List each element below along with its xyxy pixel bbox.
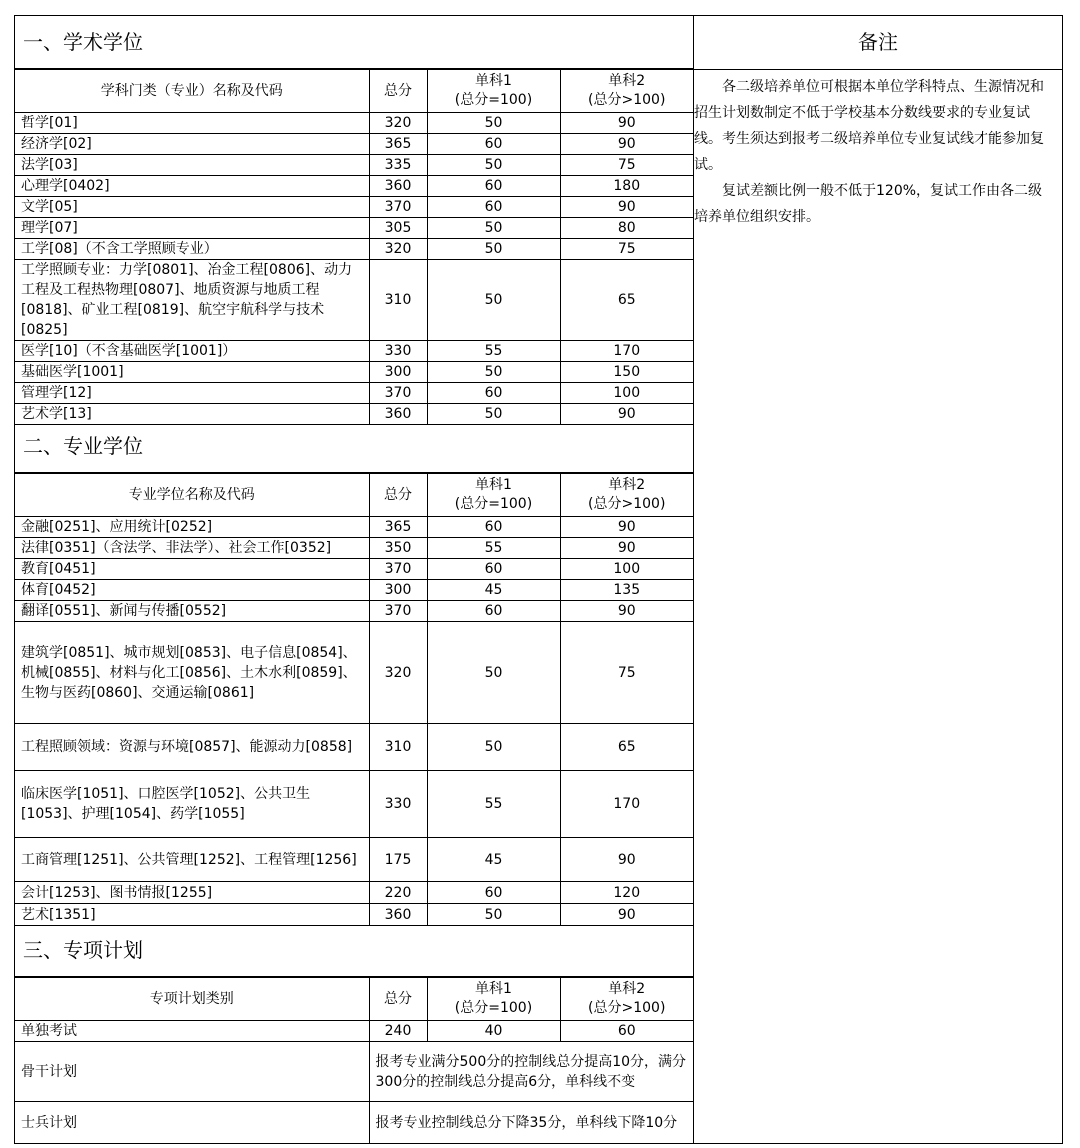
remarks-title: 备注 xyxy=(694,16,1062,70)
header-name: 学科门类（专业）名称及代码 xyxy=(15,70,369,113)
table-row xyxy=(15,559,693,580)
row-name: 单独考试 xyxy=(15,1021,369,1042)
table-row xyxy=(15,155,693,176)
row-total: 360 xyxy=(369,176,427,197)
row-subject2: 170 xyxy=(560,771,693,838)
row-subject2: 90 xyxy=(560,517,693,538)
table-row xyxy=(15,601,693,622)
row-subject1: 60 xyxy=(427,601,560,622)
row-name: 工商管理[1251]、公共管理[1252]、工程管理[1256] xyxy=(15,838,369,882)
row-total: 310 xyxy=(369,724,427,771)
header-subject2-note: (总分>100) xyxy=(588,496,666,512)
row-total: 370 xyxy=(369,559,427,580)
row-note: 报考专业满分500分的控制线总分提高10分，满分300分的控制线总分提高6分，单科线不变 xyxy=(369,1042,693,1102)
row-name: 教育[0451] xyxy=(15,559,369,580)
row-subject2: 90 xyxy=(560,838,693,882)
table-row xyxy=(15,113,693,134)
table-row xyxy=(15,622,693,724)
table-header-row xyxy=(15,70,693,113)
row-subject2: 180 xyxy=(560,176,693,197)
professional-degree-table xyxy=(15,473,693,926)
row-subject2: 90 xyxy=(560,134,693,155)
row-subject2: 80 xyxy=(560,218,693,239)
special-plan-table xyxy=(15,977,693,1144)
row-name: 临床医学[1051]、口腔医学[1052]、公共卫生[1053]、护理[1054]、药学[1055] xyxy=(15,771,369,838)
row-name: 艺术学[13] xyxy=(15,404,369,425)
header-subject1-label: 单科1 xyxy=(475,981,512,997)
table-row xyxy=(15,260,693,341)
table-row xyxy=(15,383,693,404)
row-subject1: 60 xyxy=(427,134,560,155)
row-total: 360 xyxy=(369,404,427,425)
row-total: 335 xyxy=(369,155,427,176)
row-subject1: 60 xyxy=(427,517,560,538)
row-subject1: 50 xyxy=(427,260,560,341)
row-subject2: 100 xyxy=(560,383,693,404)
score-tables-column xyxy=(15,16,694,1143)
row-subject1: 55 xyxy=(427,538,560,559)
row-subject1: 50 xyxy=(427,239,560,260)
header-subject2 xyxy=(560,978,693,1021)
row-subject2: 90 xyxy=(560,904,693,926)
row-subject1: 40 xyxy=(427,1021,560,1042)
table-row xyxy=(15,134,693,155)
row-subject1: 45 xyxy=(427,838,560,882)
row-name: 体育[0452] xyxy=(15,580,369,601)
row-note: 报考专业控制线总分下降35分，单科线下降10分 xyxy=(369,1102,693,1144)
row-name: 管理学[12] xyxy=(15,383,369,404)
header-total: 总分 xyxy=(369,978,427,1021)
row-subject1: 50 xyxy=(427,724,560,771)
header-subject1 xyxy=(427,70,560,113)
row-name: 建筑学[0851]、城市规划[0853]、电子信息[0854]、机械[0855]、材料与化工[0856]、土木水利[0859]、生物与医药[0860]、交通运输[0861] xyxy=(15,622,369,724)
row-total: 220 xyxy=(369,882,427,904)
row-name: 工程照顾领域：资源与环境[0857]、能源动力[0858] xyxy=(15,724,369,771)
table-row xyxy=(15,176,693,197)
row-subject1: 60 xyxy=(427,197,560,218)
row-name: 士兵计划 xyxy=(15,1102,369,1144)
row-subject1: 60 xyxy=(427,383,560,404)
row-subject2: 90 xyxy=(560,197,693,218)
row-subject2: 90 xyxy=(560,601,693,622)
table-row xyxy=(15,580,693,601)
row-name: 会计[1253]、图书情报[1255] xyxy=(15,882,369,904)
header-subject2-label: 单科2 xyxy=(608,981,646,997)
header-subject2-label: 单科2 xyxy=(608,73,646,89)
row-subject2: 100 xyxy=(560,559,693,580)
row-subject2: 65 xyxy=(560,724,693,771)
row-total: 320 xyxy=(369,622,427,724)
row-subject2: 120 xyxy=(560,882,693,904)
row-name: 理学[07] xyxy=(15,218,369,239)
row-name: 金融[0251]、应用统计[0252] xyxy=(15,517,369,538)
remarks-paragraph: 各二级培养单位可根据本单位学科特点、生源情况和招生计划数制定不低于学校基本分数线要求的专业复试线。考生须达到报考二级培养单位专业复试线才能参加复试。 xyxy=(694,79,1044,173)
row-subject1: 60 xyxy=(427,176,560,197)
row-total: 300 xyxy=(369,362,427,383)
table-row xyxy=(15,197,693,218)
section-title-academic: 一、学术学位 xyxy=(15,16,693,69)
row-subject2: 60 xyxy=(560,1021,693,1042)
row-total: 320 xyxy=(369,113,427,134)
row-total: 370 xyxy=(369,383,427,404)
row-name: 工学[08]（不含工学照顾专业） xyxy=(15,239,369,260)
table-row xyxy=(15,771,693,838)
row-subject2: 65 xyxy=(560,260,693,341)
row-subject1: 50 xyxy=(427,622,560,724)
row-subject1: 50 xyxy=(427,904,560,926)
row-total: 310 xyxy=(369,260,427,341)
row-total: 330 xyxy=(369,341,427,362)
remarks-body xyxy=(694,70,1062,230)
header-name: 专业学位名称及代码 xyxy=(15,474,369,517)
row-subject2: 135 xyxy=(560,580,693,601)
table-row xyxy=(15,362,693,383)
header-name: 专项计划类别 xyxy=(15,978,369,1021)
section-title-special-plan: 三、专项计划 xyxy=(15,924,693,977)
table-row xyxy=(15,218,693,239)
row-name: 医学[10]（不含基础医学[1001]） xyxy=(15,341,369,362)
row-total: 360 xyxy=(369,904,427,926)
row-total: 365 xyxy=(369,517,427,538)
header-subject2-note: (总分>100) xyxy=(588,92,666,108)
row-total: 175 xyxy=(369,838,427,882)
header-subject1 xyxy=(427,978,560,1021)
row-subject1: 50 xyxy=(427,113,560,134)
table-row xyxy=(15,517,693,538)
row-subject2: 75 xyxy=(560,622,693,724)
remarks-paragraph: 复试差额比例一般不低于120%，复试工作由各二级培养单位组织安排。 xyxy=(694,183,1043,225)
row-subject1: 60 xyxy=(427,882,560,904)
row-total: 370 xyxy=(369,197,427,218)
row-name: 艺术[1351] xyxy=(15,904,369,926)
table-row xyxy=(15,341,693,362)
row-subject1: 50 xyxy=(427,362,560,383)
row-name: 翻译[0551]、新闻与传播[0552] xyxy=(15,601,369,622)
table-row xyxy=(15,904,693,926)
row-name: 骨干计划 xyxy=(15,1042,369,1102)
row-subject1: 60 xyxy=(427,559,560,580)
academic-degree-table xyxy=(15,69,693,425)
row-subject2: 90 xyxy=(560,113,693,134)
row-subject1: 50 xyxy=(427,404,560,425)
header-total: 总分 xyxy=(369,70,427,113)
row-subject1: 55 xyxy=(427,771,560,838)
table-header-row xyxy=(15,474,693,517)
row-subject2: 75 xyxy=(560,155,693,176)
score-table-page xyxy=(14,15,1063,1144)
row-total: 320 xyxy=(369,239,427,260)
row-name: 哲学[01] xyxy=(15,113,369,134)
row-name: 文学[05] xyxy=(15,197,369,218)
row-name: 基础医学[1001] xyxy=(15,362,369,383)
row-total: 305 xyxy=(369,218,427,239)
table-row xyxy=(15,1021,693,1042)
header-subject2 xyxy=(560,70,693,113)
row-total: 240 xyxy=(369,1021,427,1042)
header-subject2-note: (总分>100) xyxy=(588,1000,666,1016)
row-name: 法律[0351]（含法学、非法学）、社会工作[0352] xyxy=(15,538,369,559)
row-total: 300 xyxy=(369,580,427,601)
table-row xyxy=(15,882,693,904)
row-subject1: 50 xyxy=(427,218,560,239)
header-subject1-note: (总分=100) xyxy=(454,496,533,512)
row-total: 370 xyxy=(369,601,427,622)
row-subject2: 170 xyxy=(560,341,693,362)
header-total: 总分 xyxy=(369,474,427,517)
row-total: 330 xyxy=(369,771,427,838)
table-row xyxy=(15,538,693,559)
table-row xyxy=(15,724,693,771)
remarks-column xyxy=(694,16,1062,1143)
table-row xyxy=(15,239,693,260)
row-subject1: 50 xyxy=(427,155,560,176)
header-subject1 xyxy=(427,474,560,517)
table-header-row xyxy=(15,978,693,1021)
section-title-professional: 二、专业学位 xyxy=(15,420,693,473)
row-subject2: 90 xyxy=(560,404,693,425)
row-name: 法学[03] xyxy=(15,155,369,176)
row-subject2: 90 xyxy=(560,538,693,559)
row-total: 350 xyxy=(369,538,427,559)
row-total: 365 xyxy=(369,134,427,155)
row-subject1: 55 xyxy=(427,341,560,362)
table-row xyxy=(15,1102,693,1144)
row-name: 经济学[02] xyxy=(15,134,369,155)
row-subject1: 45 xyxy=(427,580,560,601)
row-name: 工学照顾专业：力学[0801]、冶金工程[0806]、动力工程及工程热物理[0807]、地质资源与地质工程[0818]、矿业工程[0819]、航空宇航科学与技术[0825] xyxy=(15,260,369,341)
row-name: 心理学[0402] xyxy=(15,176,369,197)
header-subject2-label: 单科2 xyxy=(608,477,646,493)
table-row xyxy=(15,838,693,882)
table-row xyxy=(15,1042,693,1102)
header-subject1-note: (总分=100) xyxy=(454,1000,533,1016)
row-subject2: 75 xyxy=(560,239,693,260)
header-subject2 xyxy=(560,474,693,517)
header-subject1-label: 单科1 xyxy=(475,477,512,493)
row-subject2: 150 xyxy=(560,362,693,383)
header-subject1-note: (总分=100) xyxy=(454,92,533,108)
header-subject1-label: 单科1 xyxy=(475,73,512,89)
